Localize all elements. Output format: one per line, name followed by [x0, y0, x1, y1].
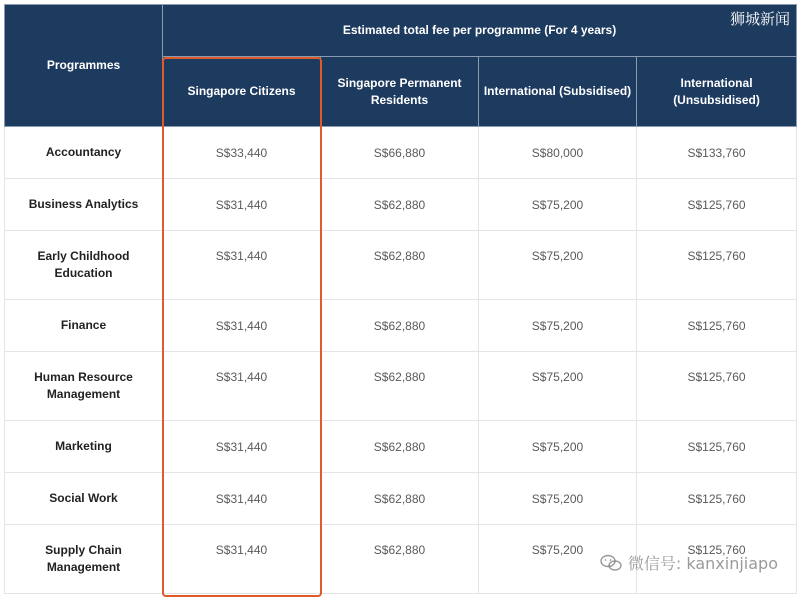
fee-pr: S$62,880 [321, 300, 479, 352]
programme-name: Social Work [5, 473, 163, 525]
fee-intl-subsidised: S$75,200 [479, 231, 637, 300]
header-programmes: Programmes [5, 5, 163, 127]
fee-intl-unsubsidised: S$125,760 [637, 525, 797, 594]
fee-citizen: S$31,440 [163, 473, 321, 525]
table-row [5, 421, 797, 473]
watermark-text: 微信号: kanxinjiapo [627, 554, 778, 573]
header-singapore-citizens: Singapore Citizens [163, 57, 321, 127]
fee-citizen: S$31,440 [163, 300, 321, 352]
fee-intl-subsidised: S$75,200 [479, 179, 637, 231]
programme-name: Early Childhood Education [5, 231, 163, 300]
fee-intl-unsubsidised: S$125,760 [637, 179, 797, 231]
fee-intl-unsubsidised: S$125,760 [637, 300, 797, 352]
fee-pr: S$62,880 [321, 473, 479, 525]
fee-pr: S$62,880 [321, 179, 479, 231]
programme-name: Marketing [5, 421, 163, 473]
fee-intl-unsubsidised: S$125,760 [637, 421, 797, 473]
table-row [5, 127, 797, 179]
fee-intl-subsidised: S$80,000 [479, 127, 637, 179]
header-international-subsidised: International (Subsidised) [479, 57, 637, 127]
programme-name: Human Resource Management [5, 352, 163, 421]
fee-citizen: S$33,440 [163, 127, 321, 179]
header-fee-group: Estimated total fee per programme (For 4 years) [163, 5, 797, 57]
table-row [5, 179, 797, 231]
fee-intl-subsidised: S$75,200 [479, 473, 637, 525]
wechat-icon [600, 554, 622, 572]
header-international-unsubsidised: International (Unsubsidised) [637, 57, 797, 127]
table-row [5, 231, 797, 300]
fee-citizen: S$31,440 [163, 421, 321, 473]
header-singapore-pr: Singapore Permanent Residents [321, 57, 479, 127]
fee-intl-unsubsidised: S$125,760 [637, 473, 797, 525]
table-row [5, 300, 797, 352]
fee-intl-unsubsidised: S$125,760 [637, 231, 797, 300]
programme-name: Business Analytics [5, 179, 163, 231]
fee-pr: S$66,880 [321, 127, 479, 179]
fee-intl-subsidised: S$75,200 [479, 300, 637, 352]
fee-pr: S$62,880 [321, 421, 479, 473]
table-row [5, 352, 797, 421]
fee-citizen: S$31,440 [163, 352, 321, 421]
fee-citizen: S$31,440 [163, 179, 321, 231]
fee-intl-unsubsidised: S$125,760 [637, 352, 797, 421]
wechat-watermark [600, 551, 778, 574]
fee-intl-subsidised: S$75,200 [479, 421, 637, 473]
fee-pr: S$62,880 [321, 525, 479, 594]
table-row [5, 473, 797, 525]
programme-name: Accountancy [5, 127, 163, 179]
programme-name: Supply Chain Management [5, 525, 163, 594]
programme-name: Finance [5, 300, 163, 352]
fee-citizen: S$31,440 [163, 525, 321, 594]
fee-intl-subsidised: S$75,200 [479, 352, 637, 421]
brand-logo-text: 狮城新闻 [729, 10, 790, 28]
fee-citizen: S$31,440 [163, 231, 321, 300]
fee-pr: S$62,880 [321, 352, 479, 421]
fee-table [4, 4, 797, 594]
fee-pr: S$62,880 [321, 231, 479, 300]
fee-intl-subsidised: S$75,200 [479, 525, 637, 594]
fee-intl-unsubsidised: S$133,760 [637, 127, 797, 179]
